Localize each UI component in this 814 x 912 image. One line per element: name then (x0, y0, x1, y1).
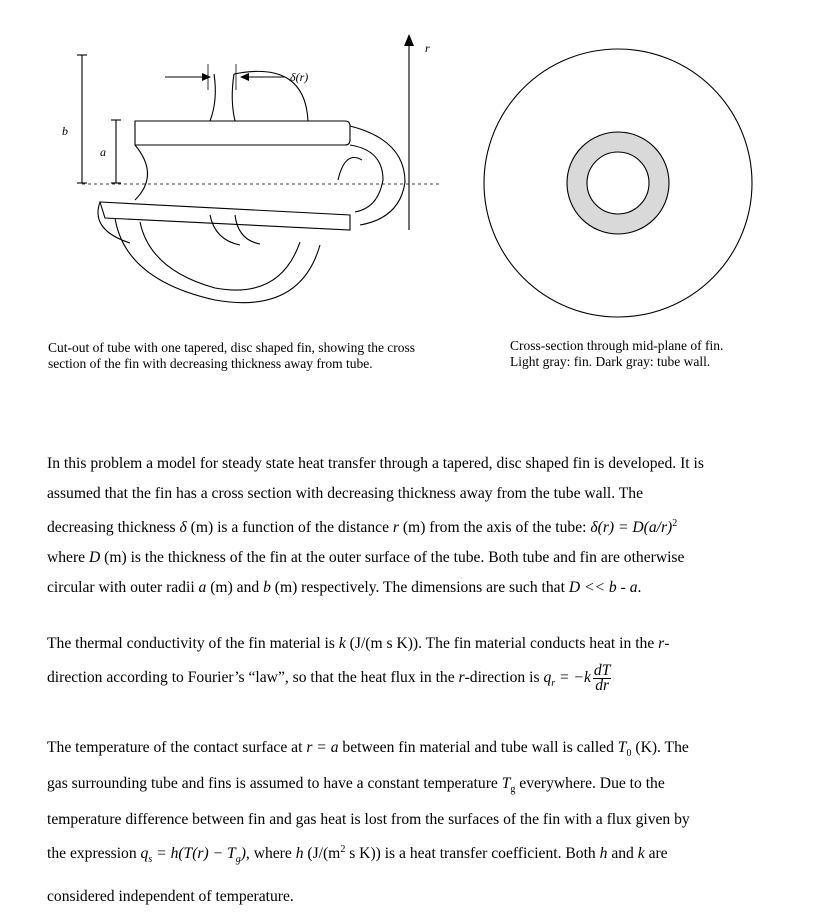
right-figure-caption (510, 338, 800, 370)
cross-section-diagram (484, 49, 752, 317)
p3-line-5: considered independent of temperature. (47, 887, 294, 905)
flux-equation: $q_s = h(T(r) - T_g)$ (140, 845, 246, 866)
p3-line-4: the expression $q_s = h(T(r) - T_g)$, where h ($J/(m^2$ s K)) is a heat transfer coefficient. Both h and k are (47, 844, 668, 866)
paragraph-conductivity (47, 629, 787, 699)
label-delta-r: δ(r) (290, 70, 309, 84)
p1-line-1: In this problem a model for steady state heat transfer through a tapered, disc shaped fin is developed. It is (47, 455, 704, 472)
p1-line-5: circular with outer radii a (m) and b (m) respectively. The dimensions are such that D << b - a. (47, 579, 642, 597)
left-figure-caption (48, 340, 488, 372)
p1-line-2: assumed that the fin has a cross section with decreasing thickness away from the tube wall. The (47, 485, 644, 502)
label-b-dim: b (62, 124, 68, 138)
tube-bore (587, 152, 649, 214)
p3-line-3: temperature difference between fin and gas heat is lost from the surfaces of the fin with a flux given by (47, 811, 690, 829)
paragraph-boundary-conditions (47, 733, 787, 912)
p1-line-4: where D (m) is the thickness of the fin at the outer surface of the tube. Both tube and fin are otherwise (47, 549, 685, 567)
p2-line-2: direction according to Fourier’s “law”, so that the heat flux in the r-direction is $q_r = -k$ $\frac{dT}{dr}$ (47, 661, 611, 694)
figure-area (0, 0, 814, 330)
derivative-fraction: $\frac{dT}{dr}$ (593, 661, 611, 694)
label-r-axis: r (425, 41, 430, 55)
p2-line-1: The thermal conductivity of the fin material is k (J/(m s K)). The fin material conducts heat in the r- (47, 635, 670, 652)
thickness-equation: δ(r) = D(a/r) (590, 519, 673, 537)
fourier-equation: $q_r = -k$ (543, 669, 591, 690)
tube-fin-cutaway-diagram (77, 34, 440, 303)
caption-left-line-1: Cut-out of tube with one tapered, disc shaped fin, showing the cross (48, 340, 416, 355)
p3-line-2: gas surrounding tube and fins is assumed to have a constant temperature $T_g$ everywhere. Due to the (47, 775, 665, 796)
p3-line-1: The temperature of the contact surface at r = a between fin material and tube wall is called $T_0$ (K). The (47, 739, 689, 760)
caption-right-line-2: Light gray: fin. Dark gray: tube wall. (510, 354, 711, 369)
p1-line-3: decreasing thickness δ (m) is a function of the distance r (m) from the axis of the tube: $\delta(r) = D(a/r)^2$ (47, 518, 678, 537)
label-a-dim: a (100, 145, 106, 159)
paragraph-model-intro (47, 449, 787, 603)
caption-right-line-1: Cross-section through mid-plane of fin. (510, 338, 724, 353)
caption-left-line-2: section of the fin with decreasing thickness away from tube. (48, 356, 373, 371)
